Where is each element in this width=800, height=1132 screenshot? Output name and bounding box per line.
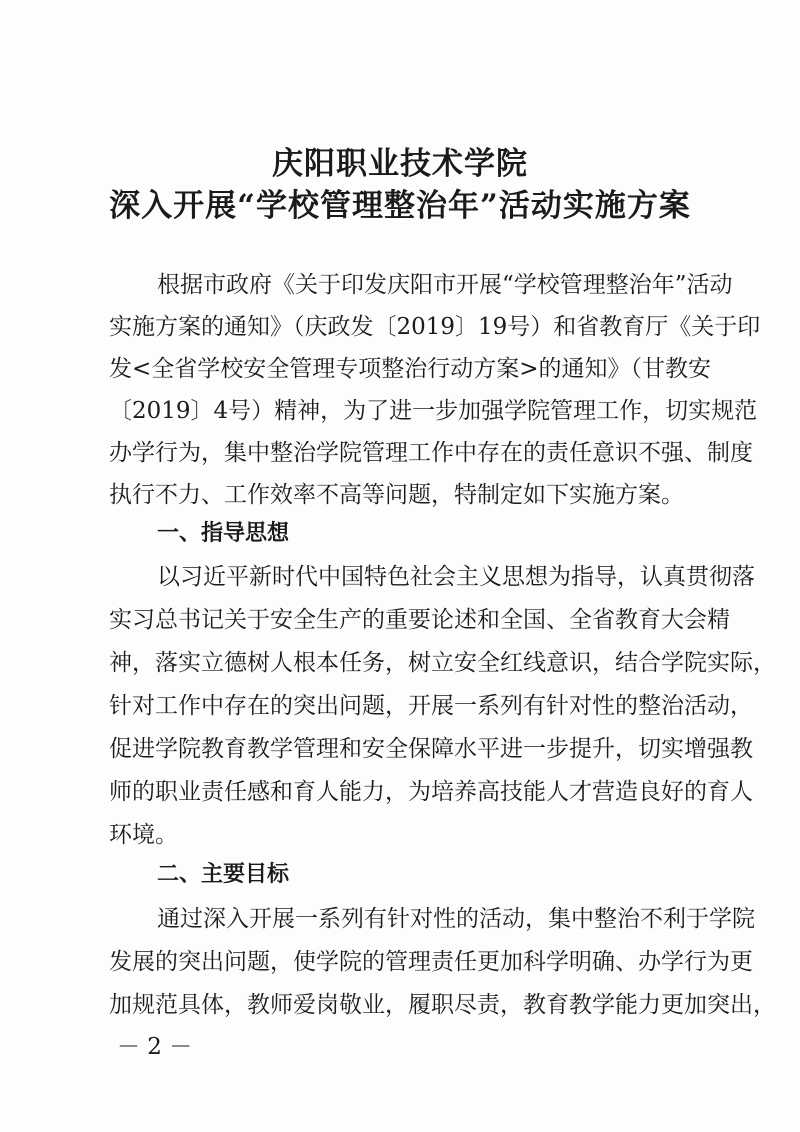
section-heading-main-goals: 二、主要目标 [157, 862, 290, 887]
section-heading-guiding-ideology: 一、指导思想 [157, 521, 290, 546]
intro-line: 实施方案的通知》（庆政发〔2019〕19号）和省教育厅《关于印 [109, 314, 761, 340]
section1-line: 促进学院教育教学管理和安全保障水平进一步提升，切实增强教 [109, 736, 753, 762]
section1-line: 神，落实立德树人根本任务，树立安全红线意识，结合学院实际， [109, 650, 776, 676]
section1-line: 实习总书记关于安全生产的重要论述和全国、全省教育大会精 [109, 607, 730, 633]
page-number: － 2 － [117, 1034, 193, 1060]
section1-line: 师的职业责任感和育人能力，为培养高技能人才营造良好的育人 [109, 779, 753, 805]
intro-line: 根据市政府《关于印发庆阳市开展“学校管理整治年”活动 [157, 272, 733, 298]
section2-line: 加规范具体，教师爱岗敬业，履职尽责，教育教学能力更加突出， [109, 992, 776, 1018]
intro-line: 办学行为，集中整治学院管理工作中存在的责任意识不强、制度 [109, 440, 753, 466]
section1-line: 针对工作中存在的突出问题，开展一系列有针对性的整治活动， [109, 693, 753, 719]
section2-line: 通过深入开展一系列有针对性的活动，集中整治不利于学院 [157, 906, 755, 932]
document-title-line-1: 庆阳职业技术学院 [272, 146, 528, 182]
intro-line: 〔2019〕4号）精神，为了进一步加强学院管理工作，切实规范 [109, 398, 758, 424]
section1-line: 环境。 [109, 822, 178, 848]
section2-line: 发展的突出问题，使学院的管理责任更加科学明确、办学行为更 [109, 949, 753, 975]
intro-line: 发<全省学校安全管理专项整治行动方案>的通知》（甘教安 [109, 356, 712, 382]
document-title-line-2: 深入开展“学校管理整治年”活动实施方案 [109, 188, 691, 224]
section1-line: 以习近平新时代中国特色社会主义思想为指导，认真贯彻落 [157, 564, 755, 590]
intro-line: 执行不力、工作效率不高等问题，特制定如下实施方案。 [109, 482, 684, 508]
